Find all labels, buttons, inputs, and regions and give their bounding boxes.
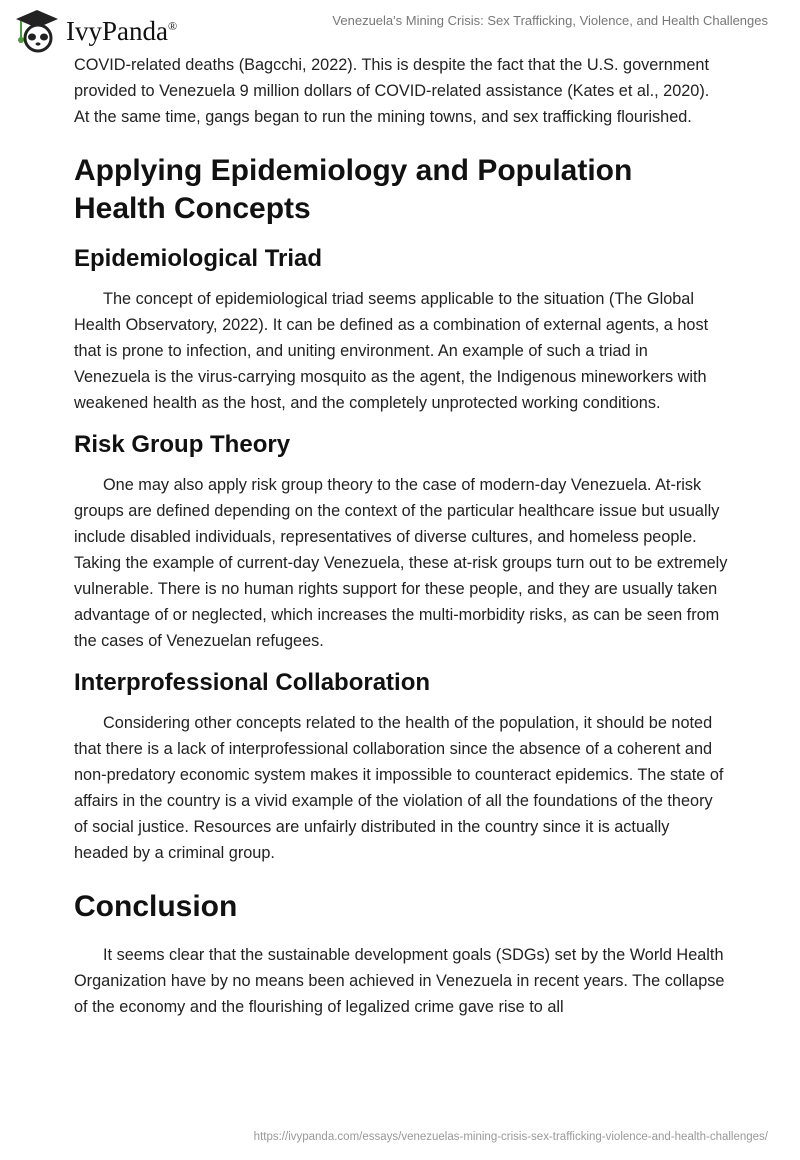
section-heading-conclusion: Conclusion <box>74 890 238 923</box>
paragraph: One may also apply risk group theory to the case of modern-day Venezuela. At-risk groups are defined depending on the context of the particular healthcare issue but usually include disabled individuals, representatives of diverse cultures, and homeless people. Taking the example of current-day Venezuela, these at-risk groups turn out to be extremely vulnerable. There is no human rights support for these people, and they are usually taken advantage of or neglected, which increases the multi-morbidity risks, as can be seen from the cases of Venezuelan refugees. <box>74 476 728 650</box>
page-header <box>0 0 800 56</box>
document-title: Venezuela's Mining Crisis: Sex Trafficking, Violence, and Health Challenges <box>332 13 768 28</box>
section-heading-applying: Applying Epidemiology and Population Health Concepts <box>74 154 633 225</box>
panda-graduate-icon <box>14 8 60 54</box>
registered-mark: ® <box>167 18 178 33</box>
logo-text: IvyPanda <box>66 15 168 46</box>
paragraph: COVID-related deaths (Bagcchi, 2022). This is despite the fact that the U.S. government provided to Venezuela 9 million dollars of COVID-related assistance (Kates et al., 2020). At the same time, gangs began to run the mining towns, and sex trafficking flourished. <box>74 56 710 126</box>
ivypanda-logo[interactable] <box>14 8 177 54</box>
paragraph: The concept of epidemiological triad seems applicable to the situation (The Global Health Observatory, 2022). It can be defined as a combination of external agents, a host that is prone to infection, and uniting environment. An example of such a triad in Venezuela is the virus-carrying mosquito as the agent, the Indigenous mineworkers with weakened health as the host, and the completely unprotected working conditions. <box>74 290 709 412</box>
subheading-risk-group: Risk Group Theory <box>74 431 291 458</box>
source-url[interactable]: https://ivypanda.com/essays/venezuelas-mining-crisis-sex-trafficking-violence-and-health-challenges/ <box>253 1131 768 1143</box>
subheading-interprofessional: Interprofessional Collaboration <box>74 669 431 696</box>
essay-content <box>74 52 728 1032</box>
subheading-triad: Epidemiological Triad <box>74 245 323 272</box>
paragraph: It seems clear that the sustainable development goals (SDGs) set by the World Health Organization have by no means been achieved in Venezuela in recent years. The collapse of the economy and the flourishing of legalized crime gave rise to all <box>74 946 725 1016</box>
paragraph: Considering other concepts related to the health of the population, it should be noted that there is a lack of interprofessional collaboration since the absence of a coherent and non-predatory economic system makes it impossible to counteract epidemics. The state of affairs in the country is a vivid example of the violation of all the foundations of the theory of social justice. Resources are unfairly distributed in the country since it is actually headed by a criminal group. <box>74 714 724 862</box>
